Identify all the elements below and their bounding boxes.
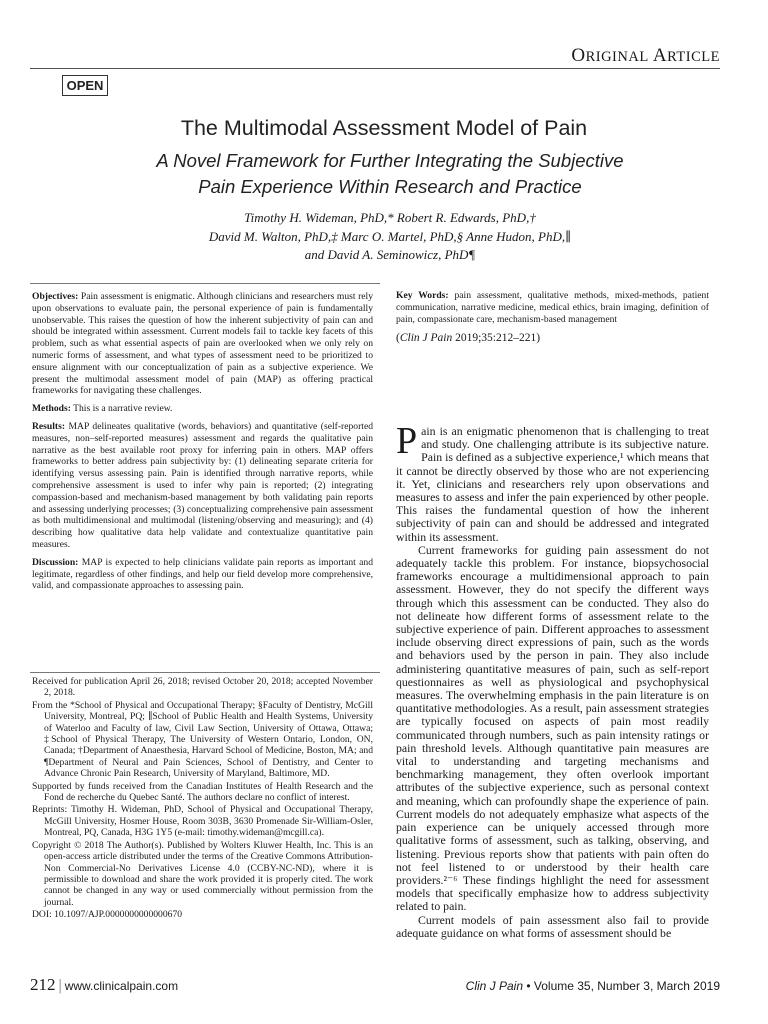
keywords-text: pain assessment, qualitative methods, mixed-methods, patient communication, narrative medicine, medical ethics, brain imaging, definition of pain, compassionate care, mechanism-based management [396,290,709,325]
abstract-results [32,421,373,551]
citation-journal: Clin J Pain [399,332,453,345]
section-label-cap-1: O [571,45,586,66]
body-paragraph: Current frameworks for guiding pain assessment do not adequately tackle this problem. For instance, biopsychosocial frameworks encourage a multidimensional approach to pain assessment. However, they do not specify the different ways through which this assessment can be conducted. They also do not delineate how different forms of assessment relate to the subjective experience of pain. Different approaches to assessment include observing direct expressions of pain, such as the words and behaviors used by the person in pain. They also include administering quantitative measures of pain, such as self-report questionnaires as well as physiological and psychophysical measures. The overwhelming emphasis in the pain literature is on quantitative methodologies. As a result, pain assessment strategies are typically focused on aspects of pain most readily communicated through numbers, such as pain intensity ratings or pain threshold levels. Although quantitative pain measures are vital to understanding and targeting mechanisms and benchmarking management, they often overlook important attributes of the subjective experience, such as personal context and meaning, which can profoundly shape the experience of pain. Current models do not adequately emphasize what aspects of the pain experience can be uniquely accessed through more qualitative forms of assessment, such as talking, observing, and listening. Previous reports show that patients with pain often do not feel listened to or understood by their health care providers.²⁻⁶ These findings highlight the need for assessment models that specifically emphasize how to address subjectivity related to pain. [396,542,709,914]
citation-open: ( [396,332,400,345]
abstract-methods [32,403,373,415]
drop-cap: P [396,420,418,462]
author-line: David M. Walton, PhD,‡ Marc O. Martel, PhD,§ Anne Hudon, PhD,∥ [208,228,572,244]
footnote-funding: Supported by funds received from the Canadian Institutes of Health Research and the Fond de recherche du Quebec Santé. The authors declare no conflict of interest. [32,780,373,804]
page-footer-left [30,975,178,995]
body-paragraph [396,420,710,544]
methods-text: This is a narrative review. [70,403,173,415]
results-label: Results: [32,420,66,432]
keywords [396,290,709,325]
abstract-objectives [32,291,373,397]
footer-journal: Clin J Pain [465,979,524,993]
section-label [571,45,720,67]
open-access-badge: OPEN [62,75,108,96]
keywords-label: Key Words: [396,290,449,301]
article-subtitle: A Novel Framework for Further Integrating the Subjective Pain Experience Within Research and Practice [156,150,624,197]
author-line: and David A. Seminowicz, PhD¶ [304,247,476,262]
results-text: MAP delineates qualitative (words, behaviors) and quantitative (self-reported measures, non–self-reported measures) assessment and regards the qualitative pain narrative as the best available root proxy for inferring pain in others. MAP offers frameworks to better address pain subjectivity by: (1) delineating separate criteria for identifying versus assessing pain. Pain is identified through narrative reports, while comprehensive assessment is used to infer why pain is reported; (2) integrating compassion-based and mechanism-based management by both validating pain reports and assessing underlying processes; (3) conceptualizing comprehensive pain assessment as both multidimensional and multimodal (listening/observing and measuring); and (4) describing how qualitative data help validate and contextualize quantitative pain measures. [32,420,373,550]
journal-url-link[interactable]: www.clinicalpain.com [64,979,179,993]
discussion-text: MAP is expected to help clinicians validate pain reports as important and legitimate, regardless of other findings, and help our field develop more comprehensive, valid, and compassionate approaches to assessing pain. [32,556,373,592]
footnote-rule [30,672,380,673]
citation [396,333,709,345]
footer-issue: Volume 35, Number 3, March 2019 [533,979,720,993]
section-label-rest-1: RIGINAL [585,49,649,65]
abstract-continuation [396,290,709,353]
header-rule [30,68,720,69]
footnote-received: Received for publication April 26, 2018; revised October 20, 2018; accepted November 2, 2018. [32,676,373,699]
abstract-top-rule [30,283,380,284]
author-list [140,209,640,265]
footnote-copyright: Copyright © 2018 The Author(s). Published by Wolters Kluwer Health, Inc. This is an open-access article distributed under the terms of the Creative Commons Attribution-Non Commercial-No Derivatives License 4.0 (CCBY-NC-ND), where it is permissible to download and share the work provided it is properly cited. The work cannot be changed in any way or used commercially without permission from the journal. [32,839,373,908]
footnote-affiliations: From the *School of Physical and Occupational Therapy; §Faculty of Dentistry, McGill University, Montreal, PQ; ∥School of Public Health and Health Systems, University of Waterloo and Faculty of law, Civil Law Section, University of Ottawa, Ottawa; ‡School of Physical Therapy, The University of Western Ontario, London, ON, Canada; †Department of Anaesthesia, Harvard School of Medicine, Boston, MA; and ¶Department of Neural and Pain Sciences, School of Dentistry, and Center to Advance Chronic Pain Research, University of Maryland, Baltimore, MD. [32,699,373,780]
page-footer-right [466,979,720,993]
footer-separator: | [58,977,62,994]
footnotes [32,676,373,922]
objectives-label: Objectives: [32,291,79,302]
section-label-rest-2: RTICLE [667,49,720,65]
body-paragraph: Current models of pain assessment also fail to provide adequate guidance on what forms of assessment should be [396,912,709,940]
discussion-label: Discussion: [32,556,79,568]
footer-bullet: • [523,979,534,993]
abstract-discussion [32,557,373,592]
body-text [396,420,710,940]
footnote-reprints: Reprints: Timothy H. Wideman, PhD, School of Physical and Occupational Therapy, McGill University, Hosmer House, Room 303B, 3630 Promenade Sir-William-Osler, Montreal, PQ, Canada, H3G 1Y5 (e-mail: timothy.wideman@mcgill.ca). [32,804,373,839]
citation-rest: 2019;35:212–221) [452,332,541,345]
footnote-doi: DOI: 10.1097/AJP.0000000000000670 [32,909,183,921]
author-line: Timothy H. Wideman, PhD,* Robert R. Edwards, PhD,† [244,210,536,225]
paragraph-text: ain is an enigmatic phenomenon that is challenging to treat and study. One challenging attribute is its subjective nature. Pain is defined as a subjective experience,¹ which means that it cannot be directly observed by those who are not experiencing it. Yet, clinicians and researchers rely upon observations and measures to assess and infer the pain experienced by other people. This raises the fundamental question of how the inherent subjectivity of pain can and should be addressed and integrated within its assessment. [396,424,710,544]
page-number: 212 [30,975,56,994]
section-label-cap-2: A [652,45,668,66]
objectives-text: Pain assessment is enigmatic. Although clinicians and researchers must rely upon observations to evaluate pain, the personal experience of pain is fundamentally unobservable. This raises the question of how the inherent subjectivity of pain can and should be integrated within assessment. Current models fail to tackle key facets of this problem, such as what essential aspects of pain are overlooked when we only rely on numeric forms of assessment, and what types of assessment need to be prioritized to ensure alignment with our conceptualization of pain as a subjective experience. We present the multimodal assessment model of pain (MAP) as offering practical frameworks for navigating these challenges. [32,291,373,397]
methods-label: Methods: [32,403,71,415]
article-title: The Multimodal Assessment Model of Pain [180,116,588,140]
abstract [32,291,373,598]
